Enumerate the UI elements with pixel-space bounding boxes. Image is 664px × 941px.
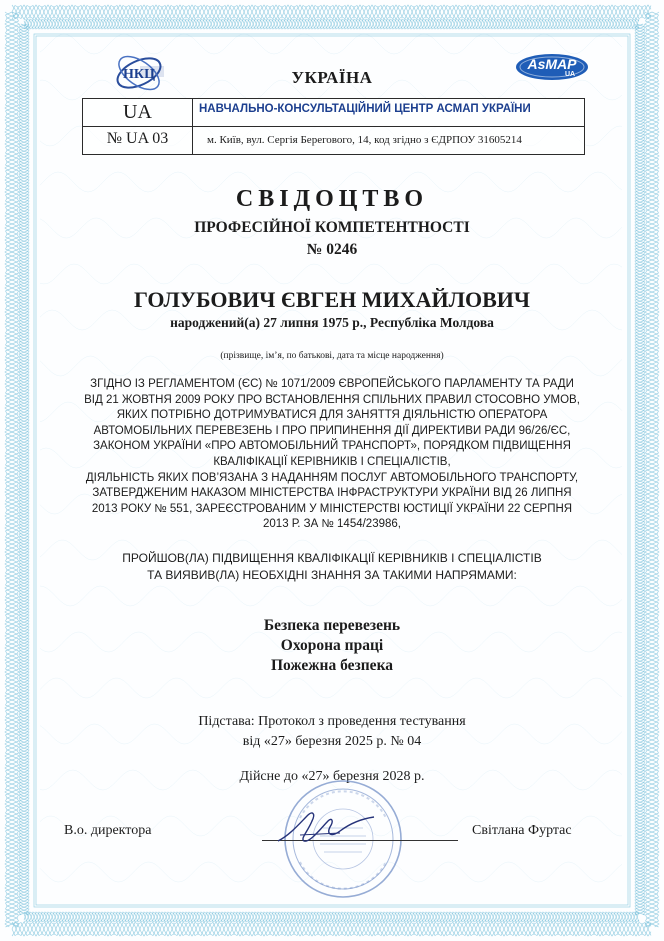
director-signature [270, 805, 380, 850]
organization-name: НАВЧАЛЬНО-КОНСУЛЬТАЦІЙНИЙ ЦЕНТР АСМАП УКРАЇНИ [199, 103, 531, 115]
registration-number: № UA 03 [106, 130, 169, 147]
legal-basis-line: ВІД 21 ЖОВТНЯ 2009 РОКУ ПРО ВСТАНОВЛЕННЯ СПІЛЬНИХ ПРАВИЛ СТОСОВНО УМОВ, [84, 393, 580, 406]
legal-basis-line: ДІЯЛЬНІСТЬ ЯКИХ ПОВ’ЯЗАНА З НАДАННЯМ ПОСЛУГ АВТОМОБІЛЬНОГО ТРАНСПОРТУ, [85, 471, 579, 484]
basis-date: від «27» березня 2025 р. № 04 [242, 734, 422, 749]
legal-basis-line: ЯКИХ ПОТРІБНО ДОТРИМУВАТИСЯ ДЛЯ ЗАНЯТТЯ ДІЯЛЬНІСТЮ ОПЕРАТОРА [116, 409, 548, 422]
direction-item: Пожежна безпека [270, 657, 394, 674]
legal-basis-line: КВАЛІФІКАЦІЇ КЕРІВНИКІВ І СПЕЦІАЛІСТІВ, [213, 455, 451, 468]
asmap-logo-text: AsMAP [527, 56, 577, 72]
document-title: СВІДОЦТВО [235, 186, 429, 212]
basis-block [0, 712, 664, 752]
legal-basis-line: АВТОМОБІЛЬНИХ ПЕРЕВЕЗЕНЬ І ПРО ПРИПИНЕННЯ ДІЇ ДИРЕКТИВИ РАДИ 96/26/ЄС, [93, 424, 571, 437]
nkc-logo-text: НКЦ [123, 67, 155, 82]
passed-statement [0, 550, 664, 584]
valid-until: Дійсне до «27» березня 2028 р. [239, 769, 425, 784]
asmap-logo [514, 52, 590, 82]
legal-basis-line: 2013 РОКУ № 551, ЗАРЕЄСТРОВАНИМ У МІНІСТЕРСТВІ ЮСТИЦІЇ УКРАЇНИ 22 СЕРПНЯ [91, 502, 573, 515]
basis-protocol: Підстава: Протокол з проведення тестування [198, 714, 466, 729]
passed-line: ТА ВИЯВИВ(ЛА) НЕОБХІДНІ ЗНАННЯ ЗА ТАКИМИ НАПРЯМАМИ: [147, 568, 517, 582]
legal-basis-line: ЗГІДНО ІЗ РЕГЛАМЕНТОМ (ЄС) № 1071/2009 ЄВРОПЕЙСЬКОГО ПАРЛАМЕНТУ ТА РАДИ [90, 378, 574, 390]
direction-item: Охорона праці [280, 637, 384, 654]
training-directions [0, 616, 664, 676]
legal-basis-text [0, 377, 664, 533]
holder-birth: народжений(а) 27 липня 1975 р., Республіка Молдова [170, 315, 494, 330]
signatory-role: В.о. директора [64, 823, 152, 838]
legal-basis-line: ЗАКОНОМ УКРАЇНИ «ПРО АВТОМОБІЛЬНИЙ ТРАНСПОРТ», ПОРЯДКОМ ПІДВИЩЕННЯ [93, 440, 571, 453]
signatory-name: Світлана Фуртас [472, 823, 572, 838]
passed-line: ПРОЙШОВ(ЛА) ПІДВИЩЕННЯ КВАЛІФІКАЦІЇ КЕРІВНИКІВ І СПЕЦІАЛІСТІВ [122, 551, 542, 565]
legal-basis-line: 2013 Р. ЗА № 1454/23986, [263, 518, 401, 531]
holder-name: ГОЛУБОВИЧ ЄВГЕН МИХАЙЛОВИЧ [133, 287, 531, 312]
organization-address: м. Київ, вул. Сергія Берегового, 14, код згідно з ЄДРПОУ 31605214 [207, 134, 522, 146]
asmap-logo-sub: UA [564, 71, 576, 78]
holder-caption: (прізвище, ім’я, по батькові, дата та місце народження) [220, 351, 444, 361]
certificate-number: № 0246 [306, 241, 358, 258]
direction-item: Безпека перевезень [263, 617, 401, 634]
registration-box [82, 98, 585, 155]
document-subtitle: ПРОФЕСІЙНОЇ КОМПЕТЕНТНОСТІ [194, 219, 470, 236]
country-name: УКРАЇНА [291, 68, 373, 87]
legal-basis-line: ЗАТВЕРДЖЕНИМ НАКАЗОМ МІНІСТЕРСТВА ІНФРАСТРУКТУРИ УКРАЇНИ ВІД 26 ЛИПНЯ [92, 487, 572, 500]
country-code: UA [123, 101, 152, 123]
